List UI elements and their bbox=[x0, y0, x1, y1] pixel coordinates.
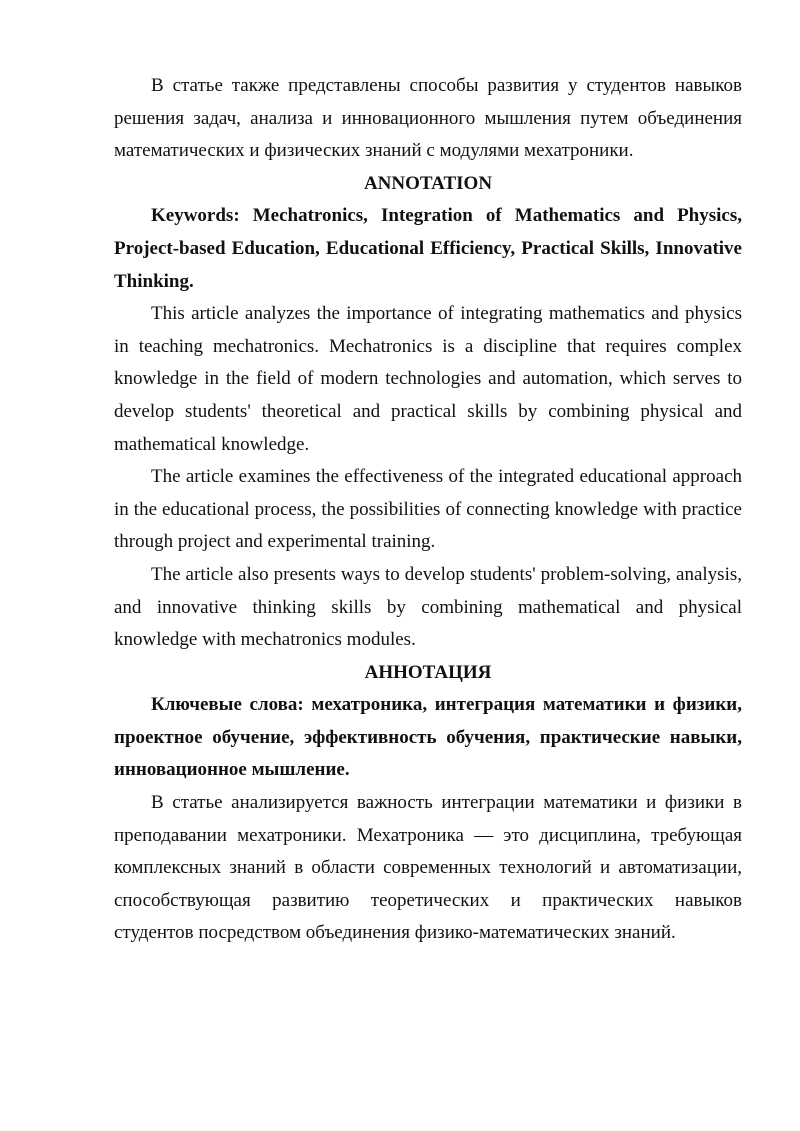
annotatsiya-heading: АННОТАЦИЯ bbox=[364, 661, 492, 683]
annotation-paragraph-3: The article also presents ways to develop students' problem-solving, analysis, and innovative thinking skills by combining mathematical and physical knowledge with mechatronics modules. bbox=[114, 563, 742, 651]
annotation-paragraph-2: The article examines the effectiveness of the integrated educational approach in the educational process, the possibilities of connecting knowledge with practice through project and experimental training. bbox=[114, 466, 742, 553]
annotatsiya-keywords: Ключевые слова: мехатроника, интеграция математики и физики, проектное обучение, эффективность обучения, практические навыки, инновационное мышление. bbox=[114, 694, 742, 781]
document-page bbox=[114, 70, 742, 950]
ru-intro-paragraph: В статье также представлены способы развития у студентов навыков решения задач, анализа и инновационного мышления путем объединения математических и физических знаний с модулями мехатроники. bbox=[114, 75, 742, 162]
annotatsiya-paragraph-1: В статье анализируется важность интеграции математики и физики в преподавании мехатроники. Мехатроника — это дисциплина, требующая комплексных знаний в области современных технологий и автоматизации, способствующая развитию теоретических и практических навыков студентов посредством объединения физико-математических знаний. bbox=[114, 792, 742, 944]
annotation-keywords: Keywords: Mechatronics, Integration of Mathematics and Physics, Project-based Education, Educational Efficiency, Practical Skills, Innovative Thinking. bbox=[114, 205, 742, 292]
annotation-paragraph-1: This article analyzes the importance of integrating mathematics and physics in teaching mechatronics. Mechatronics is a discipline that requires complex knowledge in the field of modern technologies and automation, which serves to develop students' theoretical and practical skills by combining physical and mathematical knowledge. bbox=[114, 303, 742, 455]
annotation-heading: ANNOTATION bbox=[363, 172, 493, 194]
